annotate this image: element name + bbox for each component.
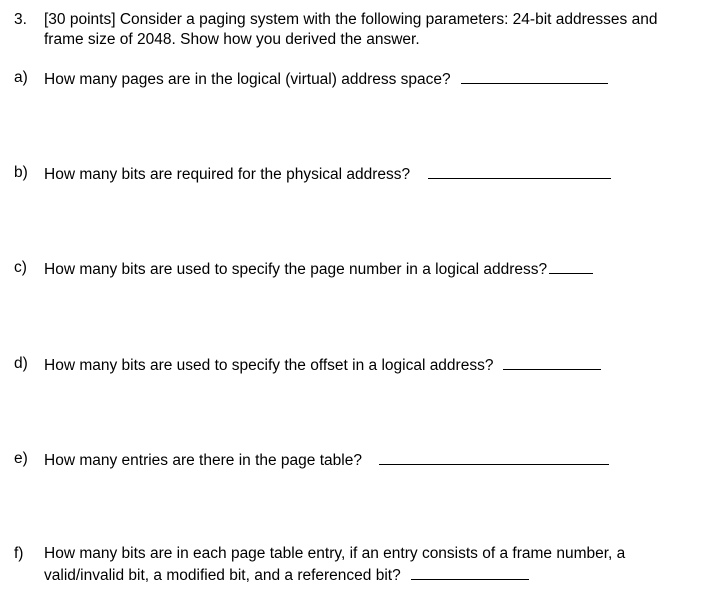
part-e-text: How many entries are there in the page table? (44, 452, 362, 469)
part-f-question-line-1: How many bits are in each page table entry, if an entry consists of a frame number, a (44, 545, 626, 562)
answer-blank-c[interactable] (549, 258, 593, 274)
part-f-text-line-2: valid/invalid bit, a modified bit, and a referenced bit? (44, 567, 401, 584)
part-b-question (44, 163, 611, 185)
part-a-question (44, 68, 608, 90)
part-b-label: b) (14, 164, 28, 181)
part-f-label: f) (14, 545, 24, 562)
part-e-label: e) (14, 450, 28, 467)
question-prompt-line-2: frame size of 2048. Show how you derived the answer. (44, 31, 420, 48)
part-d-text: How many bits are used to specify the offset in a logical address? (44, 357, 494, 374)
part-a-text: How many pages are in the logical (virtual) address space? (44, 71, 451, 88)
part-d-question (44, 354, 601, 376)
part-a-label: a) (14, 69, 28, 86)
part-c-label: c) (14, 259, 27, 276)
answer-blank-d[interactable] (503, 354, 601, 370)
answer-blank-a[interactable] (461, 68, 608, 84)
question-prompt-line-1: [30 points] Consider a paging system with the following parameters: 24-bit addresses and (44, 11, 658, 28)
part-e-question (44, 449, 609, 471)
part-d-label: d) (14, 355, 28, 372)
answer-blank-e[interactable] (379, 449, 609, 465)
part-c-question (44, 258, 593, 280)
answer-blank-f[interactable] (411, 564, 529, 580)
question-number: 3. (14, 11, 27, 28)
part-c-text: How many bits are used to specify the page number in a logical address? (44, 261, 548, 278)
answer-blank-b[interactable] (428, 163, 611, 179)
part-b-text: How many bits are required for the physical address? (44, 166, 411, 183)
part-f-question-line-2 (44, 564, 529, 586)
